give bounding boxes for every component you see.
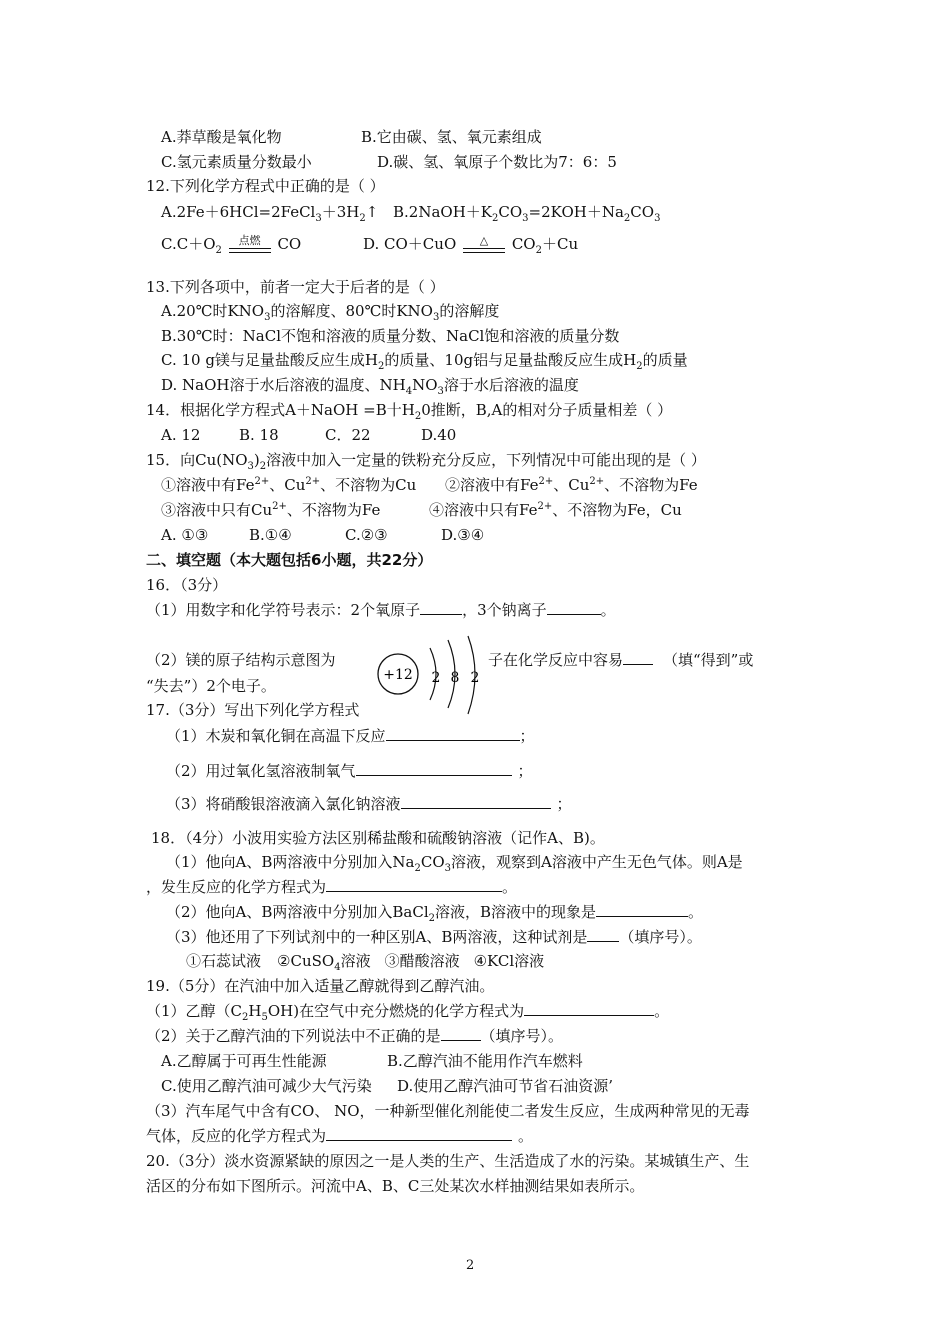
q11-option-line-2 <box>161 152 617 172</box>
q17-blank-3[interactable] <box>401 794 551 809</box>
q15-option-b: B.①④ <box>249 526 292 544</box>
q15-case-3: ③溶液中只有$Cu^{2+}$、不溶物为Fe <box>161 501 381 519</box>
q19-blank-incorrect[interactable] <box>441 1026 481 1041</box>
q19-options-ab <box>161 1051 583 1071</box>
q18-reagent-options: ①石蕊试液 ②CuSO$_4$溶液 ③醋酸溶液 ④KCl溶液 <box>186 952 545 973</box>
q11-option-line-1 <box>161 127 542 147</box>
q19-part-3: （3）汽车尾气中含有CO、 NO，一种新型催化剂能使二者发生反应，生成两种常见的无毒 <box>146 1102 750 1120</box>
q15-stem: 15．向$Cu(NO_3)_2$溶液中加入一定量的铁粉充分反应，下列情况中可能出现的是（ ） <box>146 451 706 472</box>
q17-part-3: （3）将硝酸银溶液滴入氯化钠溶液 ； <box>166 795 572 813</box>
q12-stem: 12.下列化学方程式中正确的是（ ） <box>146 177 385 195</box>
q11-option-a: A.莽草酸是氧化物 <box>161 128 282 146</box>
q16-part-2-line-1: （2）镁的原子结构示意图为 <box>146 651 336 669</box>
q12-option-c: $C.C+O_2$ 点燃 CO <box>161 234 302 256</box>
reaction-condition-ignite: 点燃 <box>227 235 273 255</box>
q12-options-cd <box>161 234 579 256</box>
q20-stem-line-2: 活区的分布如下图所示。河流中A、B、C三处某次水样抽测结果如表所示。 <box>146 1177 645 1195</box>
q19-option-b: B.乙醇汽油不能用作汽车燃料 <box>387 1052 583 1070</box>
q19-option-a: A.乙醇属于可再生性能源 <box>161 1052 327 1070</box>
q18-part-3: （3）他还用了下列试剂中的一种区别A、B两溶液，这种试剂是 （填序号）。 <box>166 928 702 946</box>
q12-option-d: D. CO＋CuO △ $CO_2+Cu$ <box>363 234 579 256</box>
q11-option-d: D.碳、氢、氧原子个数比为7：6：5 <box>377 153 617 171</box>
q13-stem: 13.下列各项中，前者一定大于后者的是（ ） <box>146 278 445 296</box>
q13-option-c: C. 10 g镁与足量盐酸反应生成$H_2$的质量、10g铝与足量盐酸反应生成$H_2$的质量 <box>161 351 688 372</box>
q18-blank-reagent[interactable] <box>587 927 619 942</box>
q14-option-a: A. 12 <box>161 426 201 444</box>
q18-part-2: （2）他向A、B两溶液中分别加入BaCl$_2$溶液，B溶液中的现象是 。 <box>166 903 704 924</box>
q17-part-1: （1）木炭和氧化铜在高温下反应 ； <box>166 727 535 745</box>
q16-part-2-line-2: “失去”）2个电子。 <box>146 677 276 695</box>
q17-blank-2[interactable] <box>356 761 512 776</box>
section-2-heading: 二、填空题（本大题包括6小题，共22分） <box>146 551 433 569</box>
q18-blank-equation[interactable] <box>326 877 502 892</box>
q15-option-d: D.③④ <box>441 526 485 544</box>
q17-part-2: （2）用过氧化氢溶液制氧气 ； <box>166 762 533 780</box>
reaction-condition-heat: △ <box>461 235 507 255</box>
q19-option-d: D.使用乙醇汽油可节省石油资源’ <box>397 1077 614 1095</box>
q17-blank-1[interactable] <box>386 726 520 741</box>
q19-option-c: C.使用乙醇汽油可减少大气污染 <box>161 1077 372 1095</box>
q20-stem-line-1: 20.（3分）淡水资源紧缺的原因之一是人类的生产、生活造成了水的污染。某城镇生产、生 <box>146 1152 750 1170</box>
q13-option-b: B.30℃时：NaCl不饱和溶液的质量分数、NaCl饱和溶液的质量分数 <box>161 327 620 345</box>
q12-options-ab <box>161 202 661 224</box>
q12-option-a: $A.2Fe+6HCl=2FeCl_3+3H_2↑$ <box>161 203 379 224</box>
q15-case-4: ④溶液中只有$Fe^{2+}$、不溶物为Fe，Cu <box>429 501 682 519</box>
q15-case-1: ①溶液中有$Fe^{2+}$、$Cu^{2+}$、不溶物为Cu <box>161 476 417 494</box>
q15-case-line-2 <box>161 500 682 520</box>
nucleus-charge: +12 <box>383 667 413 683</box>
q11-option-c: C.氢元素质量分数最小 <box>161 153 312 171</box>
q19-blank-combustion[interactable] <box>524 1001 654 1016</box>
q12-option-b: $B.2NaOH+K_2CO_3=2KOH+Na_2CO_3$ <box>393 203 661 224</box>
q11-option-b: B.它由碳、氢、氧元素组成 <box>361 128 542 146</box>
q15-case-line-1 <box>161 475 698 495</box>
q19-blank-reaction[interactable] <box>326 1126 512 1141</box>
q13-option-a: A.20℃时$KNO_3$的溶解度、80℃时$KNO_3$的溶解度 <box>161 302 500 323</box>
q15-option-a: A. ①③ <box>161 526 209 544</box>
q19-part-3-cont: 气体，反应的化学方程式为 。 <box>146 1127 534 1145</box>
q19-part-2: （2）关于乙醇汽油的下列说法中不正确的是 （填序号）。 <box>146 1027 564 1045</box>
q19-stem: 19.（5分）在汽油中加入适量乙醇就得到乙醇汽油。 <box>146 977 495 995</box>
q19-part-1: （1）乙醇$(C_2H_5OH)$在空气中充分燃烧的化学方程式为 。 <box>146 1002 670 1023</box>
q18-part-1-cont: ，发生反应的化学方程式为 。 <box>146 878 518 896</box>
shell-3-electrons: 2 <box>470 670 480 686</box>
q18-stem: 18．（4分）小波用实验方法区别稀盐酸和硫酸钠溶液（记作A、B)。 <box>151 829 605 847</box>
q16-part-2-line-1b: 子在化学反应中容易 （填“得到”或 <box>488 651 754 669</box>
magnesium-atom-structure-diagram <box>376 632 486 722</box>
q16-blank-oxygen-atoms[interactable] <box>420 600 462 615</box>
q15-option-c: C.②③ <box>345 526 388 544</box>
q16-blank-gain-lose[interactable] <box>623 650 653 665</box>
q15-options <box>161 525 485 545</box>
page-number: 2 <box>466 1258 475 1273</box>
q16-blank-sodium-ions[interactable] <box>547 600 601 615</box>
shell-2-electrons: 8 <box>450 670 460 686</box>
q18-part-1: （1）他向A、B两溶液中分别加入$Na_2CO_3$溶液，观察到A溶液中产生无色气体。则A是 <box>166 853 743 874</box>
q14-option-c: C．22 <box>325 426 371 444</box>
q15-case-2: ②溶液中有$Fe^{2+}$、$Cu^{2+}$、不溶物为Fe <box>445 476 698 494</box>
q16-stem: 16．（3分） <box>146 576 228 594</box>
shell-1-electrons: 2 <box>431 670 441 686</box>
q14-option-b: B. 18 <box>239 426 279 444</box>
q17-stem: 17.（3分）写出下列化学方程式 <box>146 701 360 719</box>
q16-part-1: （1）用数字和化学符号表示：2个氧原子 ，3个钠离子 。 <box>146 601 616 619</box>
q18-blank-phenomenon[interactable] <box>596 902 688 917</box>
q13-option-d: D. NaOH溶于水后溶液的温度、$NH_4NO_3$溶于水后溶液的温度 <box>161 376 579 397</box>
q14-options <box>161 425 457 445</box>
q14-stem: 14．根据化学方程式A＋NaOH =B十$H_20$推断，B,A的相对分子质量相差（ ） <box>146 401 673 422</box>
q19-options-cd <box>161 1076 614 1096</box>
q14-option-d: D.40 <box>421 426 457 444</box>
